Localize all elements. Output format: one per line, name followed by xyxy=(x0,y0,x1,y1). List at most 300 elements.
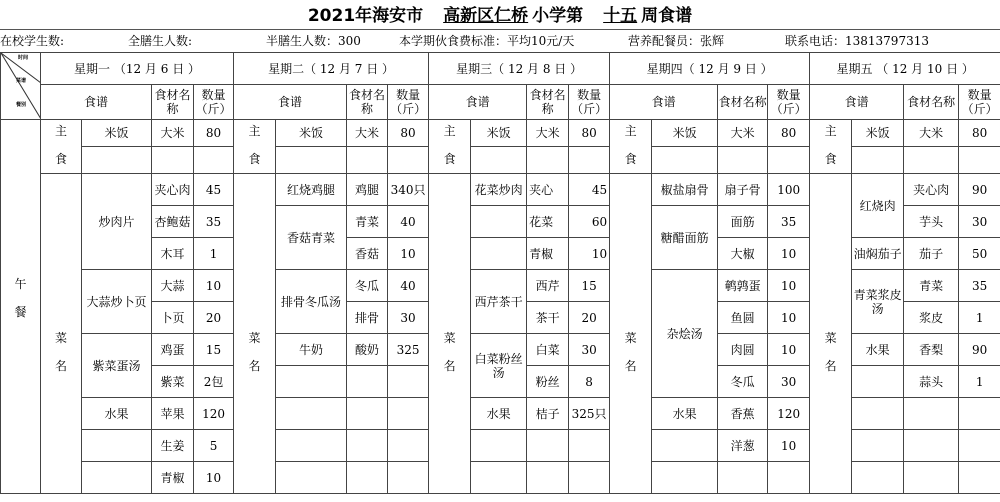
dish-name xyxy=(652,430,718,462)
dish-name xyxy=(471,462,527,494)
quantity-text: 20 xyxy=(581,310,597,325)
ingredient xyxy=(152,206,194,238)
ingredient-text: 冬瓜 xyxy=(730,374,755,389)
day-header-text: 星期一 （12 月 6 日 ） xyxy=(74,61,201,76)
dish-name-text: 大蒜炒卜页 xyxy=(86,294,147,309)
quantity-text: 1 xyxy=(209,246,218,261)
ingredient-text: 鸡腿 xyxy=(355,182,380,197)
dish-name-text: 香菇青菜 xyxy=(287,230,336,245)
quantity-text: 80 xyxy=(781,126,797,140)
ingredient-text: 蒜头 xyxy=(919,374,944,389)
dish-label xyxy=(234,174,276,494)
quantity xyxy=(388,120,429,147)
ingredient xyxy=(718,302,768,334)
quantity xyxy=(194,430,234,462)
quantity xyxy=(768,270,810,302)
dish-name xyxy=(852,430,904,462)
quantity xyxy=(194,398,234,430)
quantity xyxy=(388,430,429,462)
ingredient-text: 香梨 xyxy=(919,342,944,357)
quantity xyxy=(959,120,1000,147)
quantity xyxy=(194,270,234,302)
dish-name xyxy=(652,147,718,174)
quantity xyxy=(194,174,234,206)
quantity xyxy=(388,270,429,302)
ingredient xyxy=(904,174,959,206)
corner-cell xyxy=(1,53,41,120)
dish-name xyxy=(276,120,347,147)
dish-name xyxy=(471,147,527,174)
dish-label xyxy=(429,174,471,494)
quantity xyxy=(388,147,429,174)
info-half-board: 半膳生人数：300 xyxy=(266,34,361,48)
quantity-text: 2包 xyxy=(203,374,224,389)
col-header-qty xyxy=(388,85,429,120)
quantity-text: 90 xyxy=(972,342,988,357)
ingredient xyxy=(152,120,194,147)
dish-name-text: 米饭 xyxy=(486,126,511,140)
corner-menu: 菜谱 xyxy=(16,78,27,84)
ingredient xyxy=(152,462,194,494)
quantity-text: 45 xyxy=(205,182,222,197)
quantity xyxy=(194,206,234,238)
ingredient xyxy=(904,334,959,366)
quantity xyxy=(569,238,610,270)
quantity xyxy=(768,366,810,398)
ingredient xyxy=(718,206,768,238)
ingredient xyxy=(347,302,388,334)
staple-label-char: 食 xyxy=(624,152,637,166)
ingredient-text: 青椒 xyxy=(529,246,554,261)
quantity xyxy=(959,174,1000,206)
dish-name xyxy=(652,270,718,398)
dish-name xyxy=(652,206,718,270)
quantity xyxy=(959,366,1000,398)
ingredient xyxy=(718,238,768,270)
ingredient xyxy=(527,270,569,302)
quantity xyxy=(194,366,234,398)
weekly-menu-table xyxy=(0,52,1000,494)
staple-label xyxy=(429,120,471,174)
ingredient-text: 茄子 xyxy=(919,246,944,261)
quantity-text: 80 xyxy=(400,126,416,140)
ingredient xyxy=(152,366,194,398)
col-header-qty xyxy=(569,85,610,120)
dish-name-text: 水果 xyxy=(672,406,697,421)
ingredient xyxy=(152,238,194,270)
ingredient xyxy=(347,238,388,270)
ingredient-text: 扇子骨 xyxy=(724,182,761,197)
dish-name xyxy=(652,120,718,147)
info-students: 在校学生数: xyxy=(0,34,65,48)
ingredient xyxy=(152,147,194,174)
quantity xyxy=(959,238,1000,270)
col-header-dish xyxy=(41,85,152,120)
ingredient xyxy=(718,334,768,366)
col-header-ingredient xyxy=(347,85,388,120)
meal-label-char: 餐 xyxy=(14,305,27,319)
ingredient-text: 桔子 xyxy=(535,406,560,421)
ingredient-text: 面筋 xyxy=(730,214,755,229)
dish-name xyxy=(276,398,347,430)
col-header-dish-text: 食谱 xyxy=(844,95,869,109)
quantity xyxy=(959,398,1000,430)
ingredient xyxy=(718,120,768,147)
col-header-ingredient xyxy=(152,85,194,120)
ingredient-text: 青椒 xyxy=(160,470,185,485)
ingredient xyxy=(527,120,569,147)
ingredient-text: 青菜 xyxy=(355,214,380,229)
ingredient-text: 大米 xyxy=(919,126,944,140)
ingredient xyxy=(347,334,388,366)
ingredient xyxy=(527,302,569,334)
diagonal-lines xyxy=(1,53,41,119)
quantity-text: 90 xyxy=(972,182,988,197)
day-header-text: 星期二（ 12 月 7 日 ） xyxy=(268,61,395,76)
staple-label-char: 食 xyxy=(248,152,261,166)
dish-name xyxy=(276,462,347,494)
title-suffix: 周食谱 xyxy=(641,6,693,26)
quantity-text: 15 xyxy=(205,342,222,357)
ingredient xyxy=(718,147,768,174)
col-header-ingredient xyxy=(904,85,959,120)
quantity xyxy=(194,462,234,494)
staple-label-char: 主 xyxy=(248,124,261,138)
day-header xyxy=(810,53,1000,85)
ingredient-text: 芋头 xyxy=(919,214,944,229)
info-fee: 本学期伙食费标准：平均10元/天 xyxy=(399,34,575,48)
ingredient xyxy=(904,270,959,302)
quantity-text: 340只 xyxy=(390,182,426,197)
dish-name xyxy=(276,366,347,398)
title-week: 十五 xyxy=(603,6,638,26)
col-header-dish-text: 食谱 xyxy=(465,95,490,109)
ingredient-text: 青菜 xyxy=(919,278,944,293)
ingredient-text: 大蒜 xyxy=(160,278,185,293)
dish-name xyxy=(276,334,347,366)
quantity xyxy=(768,398,810,430)
quantity-text: 8 xyxy=(585,374,593,389)
dish-name xyxy=(852,174,904,238)
ingredient-text: 大米 xyxy=(160,126,185,140)
col-header-qty-text: 数量（斤） xyxy=(770,88,807,116)
ingredient xyxy=(527,430,569,462)
quantity-text: 1 xyxy=(975,374,984,389)
dish-name-text: 白菜粉丝汤 xyxy=(474,351,523,380)
dish-name xyxy=(471,120,527,147)
dish-name-text: 红烧鸡腿 xyxy=(287,182,336,197)
ingredient-text: 香菇 xyxy=(355,246,380,261)
dish-name xyxy=(471,398,527,430)
ingredient-text: 苹果 xyxy=(160,406,185,421)
ingredient-text: 杏鲍菇 xyxy=(154,214,191,229)
info-dietitian: 营养配餐员：张辉 xyxy=(628,34,725,48)
ingredient xyxy=(718,366,768,398)
dish-name-text: 水果 xyxy=(865,342,890,357)
quantity-text: 35 xyxy=(781,214,797,229)
quantity xyxy=(194,302,234,334)
quantity-text: 80 xyxy=(972,126,988,140)
quantity-text: 30 xyxy=(400,310,416,325)
quantity xyxy=(959,206,1000,238)
quantity-text: 325只 xyxy=(571,406,607,421)
col-header-qty xyxy=(194,85,234,120)
quantity xyxy=(768,206,810,238)
quantity-text: 5 xyxy=(209,438,218,453)
quantity xyxy=(569,462,610,494)
ingredient xyxy=(527,462,569,494)
quantity-text: 20 xyxy=(205,310,222,325)
quantity-text: 120 xyxy=(202,406,225,421)
quantity xyxy=(768,462,810,494)
quantity-text: 10 xyxy=(781,278,797,293)
ingredient-text: 浆皮 xyxy=(919,310,944,325)
ingredient xyxy=(152,302,194,334)
dish-name xyxy=(852,147,904,174)
col-header-ingredient-text: 食材名称 xyxy=(529,88,566,116)
quantity-text: 30 xyxy=(972,214,988,229)
staple-label-char: 主 xyxy=(824,124,837,138)
quantity-text: 35 xyxy=(972,278,988,293)
ingredient xyxy=(718,398,768,430)
quantity-text: 30 xyxy=(781,374,797,389)
dish-name xyxy=(471,270,527,334)
quantity xyxy=(569,366,610,398)
quantity xyxy=(194,238,234,270)
dish-name xyxy=(82,462,152,494)
quantity xyxy=(388,206,429,238)
quantity xyxy=(569,120,610,147)
title-district: 高新区仁桥 xyxy=(443,6,529,26)
dish-name xyxy=(471,238,527,270)
staple-label xyxy=(810,120,852,174)
quantity xyxy=(768,238,810,270)
staple-label-char: 食 xyxy=(54,152,67,166)
dish-name xyxy=(852,270,904,334)
ingredient xyxy=(347,120,388,147)
col-header-dish-text: 食谱 xyxy=(278,95,303,109)
dish-name-text: 米饭 xyxy=(672,126,697,140)
day-header-text: 星期五 （ 12 月 10 日 ） xyxy=(836,61,974,76)
ingredient xyxy=(718,174,768,206)
quantity xyxy=(959,462,1000,494)
quantity-text: 10 xyxy=(781,342,797,357)
quantity-text: 40 xyxy=(400,278,416,293)
dish-name-text: 水果 xyxy=(486,406,511,421)
dish-name xyxy=(82,334,152,398)
quantity xyxy=(768,147,810,174)
ingredient-text: 西芹 xyxy=(535,278,560,293)
dish-name xyxy=(82,174,152,270)
col-header-ingredient-text: 食材名称 xyxy=(154,88,191,116)
col-header-ingredient xyxy=(718,85,768,120)
ingredient xyxy=(527,206,569,238)
ingredient xyxy=(904,398,959,430)
dish-name xyxy=(471,206,527,238)
dish-name xyxy=(82,270,152,334)
quantity xyxy=(569,334,610,366)
ingredient xyxy=(904,430,959,462)
ingredient-text: 夹心 xyxy=(529,182,554,197)
quantity xyxy=(959,430,1000,462)
ingredient xyxy=(527,174,569,206)
dish-name xyxy=(652,174,718,206)
col-header-qty-text: 数量（斤） xyxy=(195,88,232,116)
col-header-dish xyxy=(429,85,527,120)
ingredient-text: 大椒 xyxy=(730,246,755,261)
ingredient xyxy=(527,334,569,366)
ingredient xyxy=(347,462,388,494)
ingredient xyxy=(904,238,959,270)
ingredient xyxy=(527,147,569,174)
quantity xyxy=(959,302,1000,334)
dish-name-text: 糖醋面筋 xyxy=(660,230,709,245)
ingredient-text: 鹌鹑蛋 xyxy=(724,278,761,293)
ingredient-text: 茶干 xyxy=(535,310,560,325)
dish-name xyxy=(652,398,718,430)
ingredient-text: 紫菜 xyxy=(160,374,185,389)
dish-name xyxy=(276,206,347,270)
dish-name xyxy=(471,334,527,398)
ingredient xyxy=(527,398,569,430)
quantity-text: 10 xyxy=(781,438,797,453)
col-header-ingredient xyxy=(527,85,569,120)
dish-label-char: 名 xyxy=(824,359,837,373)
ingredient xyxy=(527,238,569,270)
quantity-text: 50 xyxy=(972,246,988,261)
dish-name xyxy=(852,238,904,270)
ingredient xyxy=(347,398,388,430)
quantity xyxy=(569,302,610,334)
col-header-qty-text: 数量（斤） xyxy=(961,88,998,116)
col-header-qty-text: 数量（斤） xyxy=(571,88,608,116)
quantity-text: 80 xyxy=(581,126,597,140)
ingredient xyxy=(347,206,388,238)
quantity-text: 10 xyxy=(205,278,222,293)
ingredient-text: 大米 xyxy=(730,126,755,140)
quantity xyxy=(388,334,429,366)
ingredient xyxy=(904,366,959,398)
ingredient-text: 白菜 xyxy=(535,342,560,357)
quantity-text: 60 xyxy=(591,214,608,229)
dish-label-char: 名 xyxy=(54,359,67,373)
meal-label-char: 午 xyxy=(14,277,27,291)
quantity xyxy=(959,334,1000,366)
dish-name xyxy=(852,462,904,494)
quantity-text: 10 xyxy=(591,246,608,261)
ingredient-text: 夹心肉 xyxy=(154,182,191,197)
dish-name-text: 花菜炒肉 xyxy=(474,182,523,197)
dish-name-text: 西芹茶干 xyxy=(474,294,523,309)
quantity xyxy=(194,334,234,366)
staple-label xyxy=(234,120,276,174)
dish-label-char: 名 xyxy=(248,359,261,373)
corner-time: 时间 xyxy=(18,55,29,61)
col-header-qty xyxy=(768,85,810,120)
col-header-ingredient-text: 食材名称 xyxy=(718,95,767,109)
dish-name xyxy=(471,174,527,206)
staple-label xyxy=(610,120,652,174)
info-full-board: 全膳生人数: xyxy=(128,34,193,48)
quantity xyxy=(388,174,429,206)
dish-label xyxy=(810,174,852,494)
dish-label-char: 菜 xyxy=(624,331,637,345)
ingredient xyxy=(904,206,959,238)
dish-name xyxy=(852,398,904,430)
col-header-dish-text: 食谱 xyxy=(83,95,108,109)
ingredient xyxy=(527,366,569,398)
day-header-text: 星期四（ 12 月 9 日 ） xyxy=(646,61,773,76)
day-header xyxy=(41,53,234,85)
dish-label-char: 名 xyxy=(624,359,637,373)
quantity-text: 15 xyxy=(581,278,597,293)
ingredient xyxy=(152,174,194,206)
quantity xyxy=(569,398,610,430)
quantity xyxy=(388,398,429,430)
quantity xyxy=(959,147,1000,174)
dish-name xyxy=(471,430,527,462)
col-header-ingredient-text: 食材名称 xyxy=(349,88,386,116)
quantity xyxy=(768,120,810,147)
ingredient xyxy=(152,334,194,366)
dish-label xyxy=(41,174,82,494)
dish-name-text: 紫菜蛋汤 xyxy=(92,358,141,373)
ingredient-text: 生姜 xyxy=(160,438,185,453)
quantity xyxy=(569,174,610,206)
ingredient xyxy=(904,462,959,494)
quantity-text: 100 xyxy=(777,182,801,197)
quantity-text: 40 xyxy=(400,214,416,229)
quantity-text: 10 xyxy=(205,470,222,485)
corner-meal: 餐别 xyxy=(16,102,27,108)
ingredient-text: 肉圆 xyxy=(730,342,755,357)
ingredient-text: 卜页 xyxy=(160,310,185,325)
ingredient xyxy=(904,120,959,147)
quantity xyxy=(569,147,610,174)
ingredient-text: 大米 xyxy=(355,126,380,140)
dish-name xyxy=(276,147,347,174)
quantity-text: 80 xyxy=(205,126,222,140)
dish-label-char: 菜 xyxy=(248,331,261,345)
ingredient-text: 酸奶 xyxy=(355,342,380,357)
col-header-dish xyxy=(610,85,718,120)
col-header-qty xyxy=(959,85,1000,120)
quantity xyxy=(768,302,810,334)
col-header-dish xyxy=(810,85,904,120)
quantity xyxy=(388,366,429,398)
day-header xyxy=(234,53,429,85)
ingredient xyxy=(347,366,388,398)
ingredient-text: 夹心肉 xyxy=(913,182,950,197)
staple-label-char: 食 xyxy=(824,152,837,166)
ingredient xyxy=(152,398,194,430)
quantity xyxy=(569,430,610,462)
dish-name-text: 炒肉片 xyxy=(98,214,135,229)
dish-name xyxy=(852,334,904,366)
quantity xyxy=(388,302,429,334)
quantity-text: 10 xyxy=(400,246,416,261)
staple-label xyxy=(41,120,82,174)
staple-label-char: 主 xyxy=(624,124,637,138)
ingredient xyxy=(152,270,194,302)
col-header-dish-text: 食谱 xyxy=(651,95,676,109)
ingredient-text: 木耳 xyxy=(160,246,185,261)
ingredient xyxy=(718,430,768,462)
dish-name-text: 排骨冬瓜汤 xyxy=(281,294,342,309)
quantity-text: 1 xyxy=(975,310,984,325)
ingredient-text: 香蕉 xyxy=(730,406,755,421)
ingredient xyxy=(904,302,959,334)
